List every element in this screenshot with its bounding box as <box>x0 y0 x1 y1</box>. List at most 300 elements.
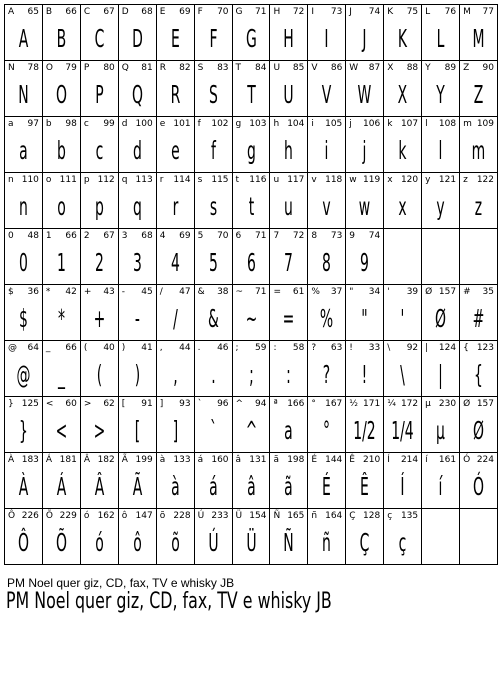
glyph-cell <box>422 397 460 453</box>
glyph-label <box>198 343 229 354</box>
glyph-label <box>349 63 380 74</box>
glyph-sample: x <box>398 192 407 221</box>
glyph-cell <box>80 341 118 397</box>
glyph-code: 113 <box>135 175 153 185</box>
glyph-label <box>198 287 229 298</box>
glyph-label <box>84 175 115 186</box>
glyph-code: 106 <box>363 119 381 129</box>
glyph-code: 58 <box>292 343 305 353</box>
glyph-sample: Í <box>400 472 405 501</box>
glyph-label <box>463 455 494 466</box>
glyph-char: h <box>273 119 280 129</box>
glyph-sample: H <box>283 24 295 53</box>
glyph-cell <box>232 173 270 229</box>
glyph-cell <box>194 117 232 173</box>
glyph-code: 80 <box>103 63 115 73</box>
glyph-code: 229 <box>59 511 77 521</box>
glyph-code: 71 <box>255 7 267 17</box>
glyph-cell <box>422 341 460 397</box>
glyph-code: 88 <box>406 63 419 73</box>
glyph-label <box>311 175 342 186</box>
glyph-sample: d <box>132 136 142 165</box>
glyph-code: 182 <box>97 455 115 465</box>
glyph-char: * <box>45 287 51 297</box>
glyph-label <box>425 175 456 186</box>
glyph-sample: P <box>95 80 104 109</box>
glyph-char: v <box>311 175 317 185</box>
glyph-sample: q <box>132 192 142 221</box>
glyph-cell <box>118 285 156 341</box>
glyph-sample: | <box>438 360 443 389</box>
glyph-label <box>84 399 115 410</box>
glyph-sample: à <box>170 472 180 501</box>
glyph-sample: Ü <box>245 528 257 557</box>
glyph-char: G <box>235 7 243 17</box>
glyph-cell <box>346 285 384 341</box>
glyph-sample: = <box>283 304 295 333</box>
glyph-char: 3 <box>121 231 128 241</box>
glyph-sample: E <box>170 24 180 53</box>
glyph-cell <box>384 509 422 565</box>
glyph-char: f <box>197 119 201 129</box>
glyph-char: Z <box>463 63 470 73</box>
glyph-code: 74 <box>368 7 381 17</box>
glyph-code: 154 <box>249 511 267 521</box>
glyph-char: Ê <box>349 455 355 465</box>
glyph-cell <box>232 5 270 61</box>
glyph-char: A <box>8 7 15 17</box>
glyph-cell <box>42 397 80 453</box>
glyph-label <box>8 511 39 522</box>
glyph-code: 105 <box>325 119 343 129</box>
glyph-sample: v <box>322 192 331 221</box>
glyph-cell <box>118 341 156 397</box>
glyph-label <box>160 287 191 298</box>
glyph-cell <box>42 173 80 229</box>
glyph-code: 76 <box>444 7 457 17</box>
glyph-sample: a <box>19 136 28 165</box>
glyph-code: 144 <box>325 455 343 465</box>
glyph-char: Í <box>387 455 390 465</box>
glyph-sample: G <box>245 24 257 53</box>
glyph-label <box>463 7 494 18</box>
glyph-code: 40 <box>103 343 115 353</box>
glyph-sample: _ <box>57 360 65 389</box>
glyph-label <box>122 63 153 74</box>
glyph-char: Ü <box>235 511 243 521</box>
glyph-label <box>425 63 456 74</box>
glyph-cell <box>270 509 308 565</box>
glyph-cell <box>460 117 498 173</box>
glyph-cell <box>232 453 270 509</box>
glyph-cell <box>460 341 498 397</box>
glyph-cell <box>232 341 270 397</box>
glyph-label <box>387 287 418 298</box>
glyph-code: 75 <box>406 7 419 17</box>
glyph-char: T <box>235 63 242 73</box>
glyph-label <box>349 343 380 354</box>
glyph-char: Ô <box>8 511 16 521</box>
glyph-sample: t <box>248 192 254 221</box>
glyph-sample: ç <box>398 528 407 557</box>
glyph-sample: Ú <box>207 528 219 557</box>
glyph-sample: 1/4 <box>391 416 414 445</box>
glyph-cell <box>384 453 422 509</box>
glyph-sample: 0 <box>19 248 28 277</box>
glyph-code: 81 <box>141 63 153 73</box>
glyph-char: C <box>83 7 91 17</box>
glyph-code: 181 <box>59 455 77 465</box>
glyph-label <box>198 231 229 242</box>
sample-text-small: PM Noel quer giz, CD, fax, TV e whisky JB <box>7 576 235 590</box>
glyph-cell <box>80 117 118 173</box>
glyph-code: 226 <box>21 511 39 521</box>
glyph-sample: ? <box>323 360 331 389</box>
glyph-label <box>463 399 494 410</box>
glyph-char: X <box>387 63 394 73</box>
glyph-sample: i <box>324 136 329 165</box>
glyph-label <box>160 175 191 186</box>
glyph-label <box>8 343 39 354</box>
glyph-char: ( <box>83 343 88 353</box>
glyph-code: 72 <box>292 7 305 17</box>
glyph-sample: ã <box>284 472 294 501</box>
glyph-sample: l <box>438 136 443 165</box>
glyph-cell <box>80 453 118 509</box>
glyph-code: 41 <box>141 343 153 353</box>
glyph-label <box>387 455 418 466</box>
glyph-label <box>46 63 77 74</box>
glyph-sample: o <box>57 192 66 221</box>
glyph-char: ^ <box>235 399 244 409</box>
glyph-code: 68 <box>141 7 153 17</box>
glyph-cell <box>270 397 308 453</box>
glyph-cell <box>346 5 384 61</box>
glyph-sample: Ê <box>360 472 370 501</box>
glyph-label <box>198 63 229 74</box>
glyph-sample: % <box>320 304 334 333</box>
glyph-cell <box>422 173 460 229</box>
glyph-sample: \ <box>400 360 406 389</box>
glyph-label <box>84 455 115 466</box>
empty-cell <box>384 229 422 285</box>
glyph-cell <box>270 341 308 397</box>
glyph-char: À <box>8 455 15 465</box>
glyph-cell <box>384 61 422 117</box>
glyph-char: W <box>349 63 359 73</box>
glyph-sample: e <box>170 136 180 165</box>
glyph-cell <box>156 285 194 341</box>
glyph-code: 133 <box>173 455 191 465</box>
glyph-label <box>387 7 418 18</box>
glyph-char: ; <box>235 343 239 353</box>
glyph-code: 70 <box>217 231 229 241</box>
glyph-char: ` <box>197 399 203 409</box>
glyph-sample: 3 <box>132 248 142 277</box>
glyph-code: 120 <box>400 175 419 185</box>
glyph-sample: A <box>18 24 29 53</box>
glyph-label <box>160 63 191 74</box>
glyph-code: 65 <box>27 7 39 17</box>
glyph-code: 112 <box>97 175 115 185</box>
glyph-char: q <box>121 175 128 185</box>
glyph-char: / <box>159 287 163 297</box>
glyph-sample: * <box>57 304 65 333</box>
glyph-sample: + <box>93 304 106 333</box>
glyph-code: 210 <box>363 455 381 465</box>
glyph-label <box>160 7 191 18</box>
glyph-code: 38 <box>217 287 229 297</box>
glyph-char: Ñ <box>273 511 281 521</box>
glyph-cell <box>308 5 346 61</box>
glyph-sample: ' <box>400 304 405 333</box>
glyph-cell <box>232 61 270 117</box>
glyph-cell <box>42 229 80 285</box>
glyph-label <box>46 231 77 242</box>
glyph-char: d <box>121 119 128 129</box>
glyph-code: 102 <box>211 119 229 129</box>
glyph-sample: 2 <box>94 248 104 277</box>
glyph-cell <box>308 509 346 565</box>
glyph-label <box>349 119 380 130</box>
grid-row <box>5 453 498 509</box>
glyph-code: 90 <box>482 63 494 73</box>
glyph-label <box>311 511 342 522</box>
glyph-code: 68 <box>141 231 153 241</box>
glyph-label <box>425 119 456 130</box>
glyph-sample: ~ <box>245 304 257 333</box>
glyph-code: 60 <box>65 399 77 409</box>
glyph-cell <box>5 397 43 453</box>
glyph-label <box>122 287 153 298</box>
glyph-char: R <box>159 63 166 73</box>
glyph-code: 121 <box>438 175 457 185</box>
glyph-cell <box>232 285 270 341</box>
glyph-sample: 1/2 <box>353 416 376 445</box>
glyph-sample: C <box>94 24 105 53</box>
glyph-sample: X <box>397 80 408 109</box>
glyph-label <box>311 399 342 410</box>
glyph-sample: c <box>95 136 104 165</box>
glyph-label <box>46 511 77 522</box>
glyph-cell <box>5 453 43 509</box>
glyph-sample: â <box>246 472 256 501</box>
glyph-sample: , <box>172 360 178 389</box>
glyph-char: ~ <box>235 287 244 297</box>
glyph-code: 44 <box>179 343 191 353</box>
glyph-sample: O <box>55 80 67 109</box>
glyph-sample: a <box>284 416 294 445</box>
glyph-cell <box>42 341 80 397</box>
glyph-cell <box>232 509 270 565</box>
glyph-code: 34 <box>368 287 381 297</box>
glyph-sample: É <box>322 472 332 501</box>
grid-row <box>5 341 498 397</box>
glyph-char: b <box>45 119 52 129</box>
glyph-code: 172 <box>400 399 419 409</box>
glyph-char: Ç <box>349 511 356 521</box>
glyph-label <box>273 511 304 522</box>
glyph-char: } <box>8 399 14 409</box>
glyph-char: . <box>197 343 201 353</box>
glyph-cell <box>156 5 194 61</box>
glyph-char: ? <box>311 343 317 353</box>
glyph-label <box>463 63 494 74</box>
glyph-code: 110 <box>21 175 39 185</box>
glyph-code: 42 <box>65 287 77 297</box>
grid-row <box>5 61 498 117</box>
glyph-label <box>387 343 418 354</box>
glyph-code: 199 <box>135 455 153 465</box>
glyph-sample: k <box>398 136 407 165</box>
glyph-code: 114 <box>173 175 191 185</box>
glyph-sample: R <box>170 80 180 109</box>
glyph-label <box>160 119 191 130</box>
glyph-char: z <box>463 175 468 185</box>
glyph-char: % <box>311 287 320 297</box>
glyph-sample: z <box>474 192 483 221</box>
glyph-label <box>273 63 304 74</box>
glyph-cell <box>156 397 194 453</box>
glyph-cell <box>118 509 156 565</box>
glyph-label <box>349 287 380 298</box>
glyph-code: 224 <box>476 455 494 465</box>
glyph-char: 2 <box>83 231 90 241</box>
glyph-cell <box>232 117 270 173</box>
glyph-cell <box>5 117 43 173</box>
glyph-code: 87 <box>368 63 381 73</box>
glyph-sample: Á <box>56 472 67 501</box>
glyph-char: Ú <box>197 511 205 521</box>
glyph-code: 233 <box>211 511 229 521</box>
glyph-char: í <box>425 455 428 465</box>
glyph-label <box>311 343 342 354</box>
glyph-sample: K <box>398 24 408 53</box>
glyph-sample: ô <box>132 528 142 557</box>
glyph-sample: V <box>322 80 332 109</box>
glyph-code: 66 <box>65 343 77 353</box>
glyph-code: 37 <box>330 287 343 297</box>
glyph-code: 135 <box>400 511 419 521</box>
glyph-code: 147 <box>135 511 153 521</box>
glyph-label <box>349 175 380 186</box>
grid-row <box>5 285 498 341</box>
glyph-sample: Z <box>473 80 484 109</box>
glyph-cell <box>346 61 384 117</box>
glyph-sample: . <box>210 360 216 389</box>
glyph-cell <box>156 173 194 229</box>
glyph-cell <box>42 117 80 173</box>
glyph-label <box>273 119 304 130</box>
glyph-code: 107 <box>400 119 419 129</box>
glyph-code: 198 <box>287 455 305 465</box>
glyph-code: 108 <box>438 119 457 129</box>
glyph-char: 4 <box>159 231 166 241</box>
glyph-sample: @ <box>16 360 31 389</box>
glyph-code: 157 <box>438 287 457 297</box>
glyph-label <box>387 175 418 186</box>
glyph-char: ó <box>83 511 90 521</box>
glyph-cell <box>384 173 422 229</box>
glyph-sample: w <box>359 192 371 221</box>
glyph-sample: F <box>209 24 218 53</box>
glyph-label <box>122 7 153 18</box>
glyph-code: 72 <box>292 231 305 241</box>
glyph-cell <box>80 173 118 229</box>
glyph-code: 59 <box>255 343 267 353</box>
glyph-char: 9 <box>349 231 356 241</box>
glyph-cell <box>194 397 232 453</box>
glyph-sample: N <box>18 80 29 109</box>
glyph-sample: n <box>19 192 28 221</box>
glyph-cell <box>156 61 194 117</box>
glyph-cell <box>156 341 194 397</box>
glyph-code: 228 <box>173 511 191 521</box>
glyph-label <box>46 7 77 18</box>
glyph-char: ] <box>159 399 164 409</box>
glyph-char: ã <box>273 455 279 465</box>
glyph-char: 6 <box>235 231 242 241</box>
glyph-char: ' <box>387 287 390 297</box>
glyph-sample: µ <box>436 416 446 445</box>
glyph-char: # <box>463 287 471 297</box>
glyph-char: \ <box>387 343 391 353</box>
glyph-sample: í <box>438 472 443 501</box>
glyph-code: 162 <box>97 511 115 521</box>
glyph-code: 97 <box>27 119 39 129</box>
glyph-char: K <box>387 7 394 17</box>
glyph-label <box>387 119 418 130</box>
glyph-sample: ñ <box>322 528 332 557</box>
glyph-char: w <box>349 175 357 185</box>
glyph-cell <box>460 397 498 453</box>
glyph-label <box>8 231 39 242</box>
glyph-code: 83 <box>217 63 229 73</box>
glyph-cell <box>5 5 43 61</box>
glyph-label <box>425 399 456 410</box>
glyph-code: 111 <box>59 175 77 185</box>
glyph-cell <box>384 5 422 61</box>
glyph-label <box>273 175 304 186</box>
glyph-code: 91 <box>141 399 153 409</box>
glyph-char: ñ <box>311 511 318 521</box>
glyph-cell <box>460 285 498 341</box>
glyph-sample: ! <box>361 360 368 389</box>
glyph-cell <box>384 397 422 453</box>
glyph-char: < <box>45 399 54 409</box>
glyph-code: 33 <box>368 343 381 353</box>
glyph-char: Â <box>83 455 91 465</box>
glyph-code: 45 <box>141 287 153 297</box>
glyph-sample: ; <box>248 360 254 389</box>
glyph-char: B <box>45 7 53 17</box>
glyph-cell <box>308 61 346 117</box>
glyph-sample: Ç <box>359 528 370 557</box>
glyph-label <box>46 399 77 410</box>
glyph-char: = <box>273 287 281 297</box>
glyph-cell <box>422 5 460 61</box>
glyph-code: 123 <box>476 343 494 353</box>
glyph-sample: T <box>246 80 256 109</box>
glyph-char: - <box>121 287 126 297</box>
glyph-label <box>198 511 229 522</box>
glyph-cell <box>270 453 308 509</box>
glyph-code: 96 <box>217 399 229 409</box>
glyph-label <box>8 119 39 130</box>
glyph-label <box>198 175 229 186</box>
glyph-label <box>46 287 77 298</box>
glyph-code: 104 <box>287 119 305 129</box>
